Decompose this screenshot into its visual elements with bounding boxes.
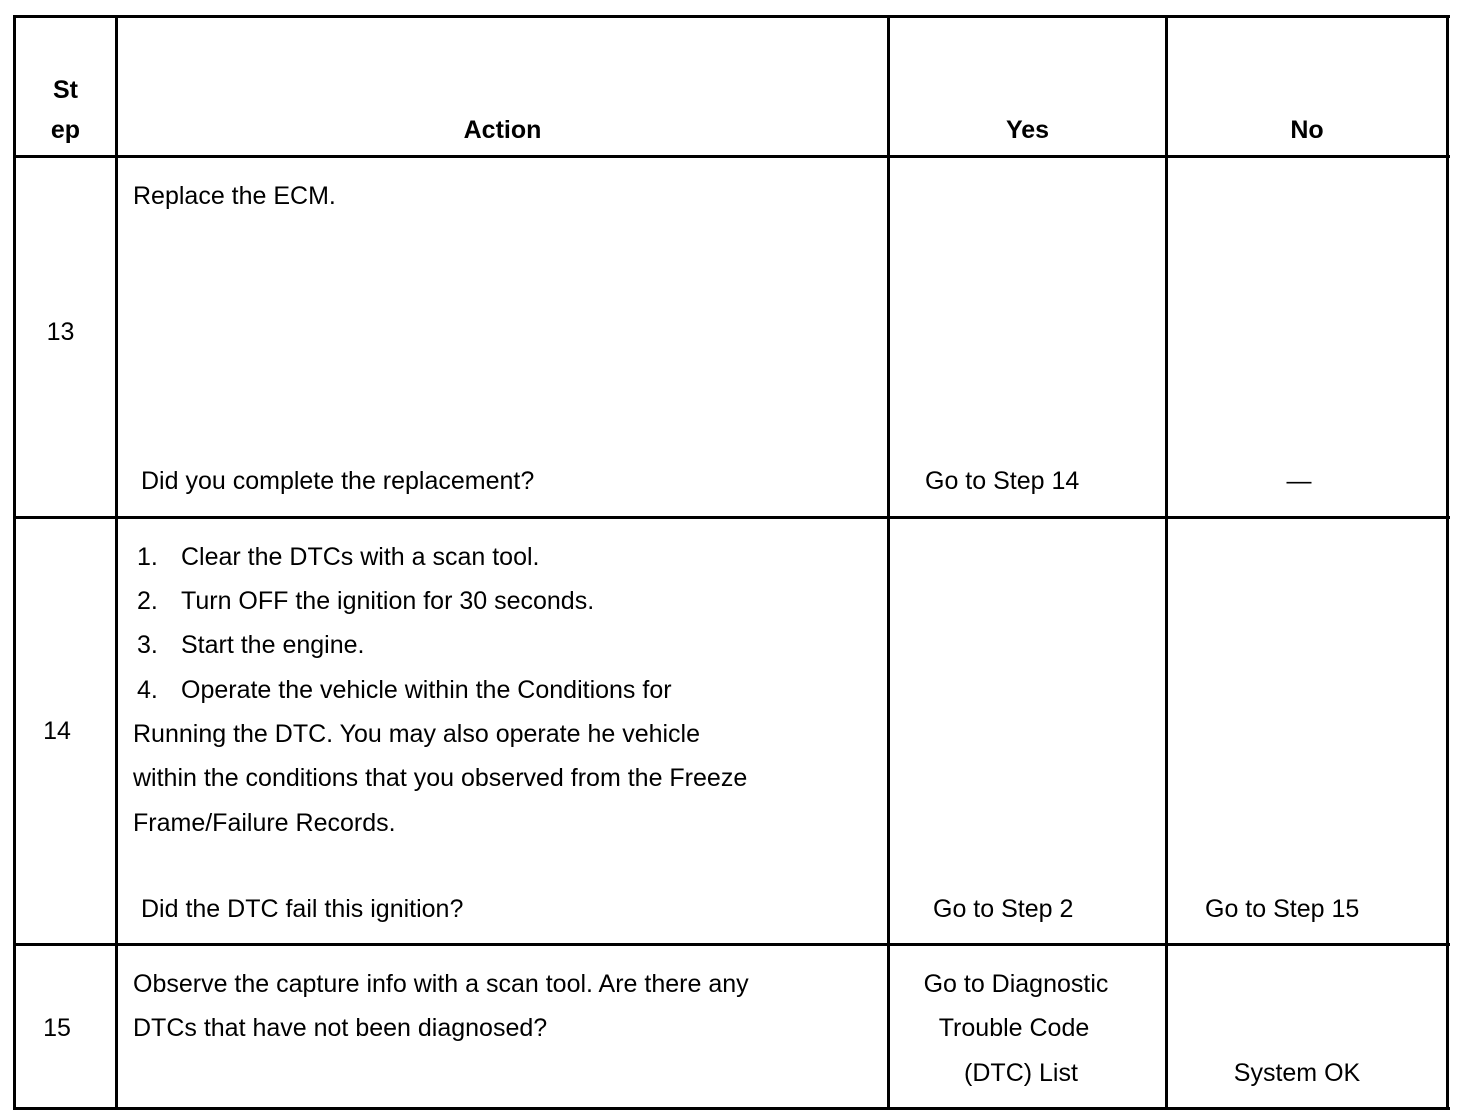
action-text: within the conditions that you observed from the Freeze [133, 764, 748, 792]
yes-result: Trouble Code [938, 1014, 1090, 1042]
action-text: Frame/Failure Records. [133, 809, 396, 837]
no-result: System OK [1233, 1059, 1361, 1087]
header-action: Action [463, 116, 542, 144]
header-no: No [1290, 116, 1324, 144]
no-result: Go to Step 15 [1205, 895, 1360, 923]
step-number: 13 [46, 318, 75, 346]
row-divider [13, 943, 1450, 946]
action-question: Did you complete the replacement? [141, 467, 535, 495]
list-number: 4. [137, 676, 158, 704]
header-step [16, 75, 115, 145]
action-text: DTCs that have not been diagnosed? [133, 1014, 548, 1042]
list-text: Clear the DTCs with a scan tool. [181, 543, 540, 571]
step-number: 15 [43, 1014, 71, 1042]
step-number: 14 [43, 717, 71, 745]
header-yes: Yes [1005, 116, 1050, 144]
table-border-bottom [13, 1107, 1450, 1110]
yes-result: Go to Step 2 [933, 895, 1074, 923]
list-number: 1. [137, 543, 158, 571]
column-divider [115, 15, 118, 1110]
column-divider [1165, 15, 1168, 1110]
row-divider [13, 516, 1450, 519]
header-step-line: ep [50, 116, 81, 144]
table-border-left [13, 15, 16, 1110]
table-border-right [1446, 15, 1449, 1110]
no-result: — [1286, 467, 1312, 495]
yes-result: Go to Step 14 [925, 467, 1080, 495]
list-text: Start the engine. [181, 631, 365, 659]
column-divider [887, 15, 890, 1110]
header-step-line: St [53, 76, 78, 104]
list-text: Turn OFF the ignition for 30 seconds. [181, 587, 595, 615]
table-border-top [13, 15, 1450, 18]
list-number: 2. [137, 587, 158, 615]
list-number: 3. [137, 631, 158, 659]
list-text: Operate the vehicle within the Conditions for [181, 676, 672, 704]
action-text: Observe the capture info with a scan tool. Are there any [133, 970, 749, 998]
yes-result: Go to Diagnostic [923, 970, 1109, 998]
action-question: Did the DTC fail this ignition? [141, 895, 464, 923]
header-divider [13, 155, 1450, 158]
yes-result: (DTC) List [964, 1059, 1078, 1087]
action-text: Replace the ECM. [133, 182, 336, 210]
action-text: Running the DTC. You may also operate he vehicle [133, 720, 701, 748]
